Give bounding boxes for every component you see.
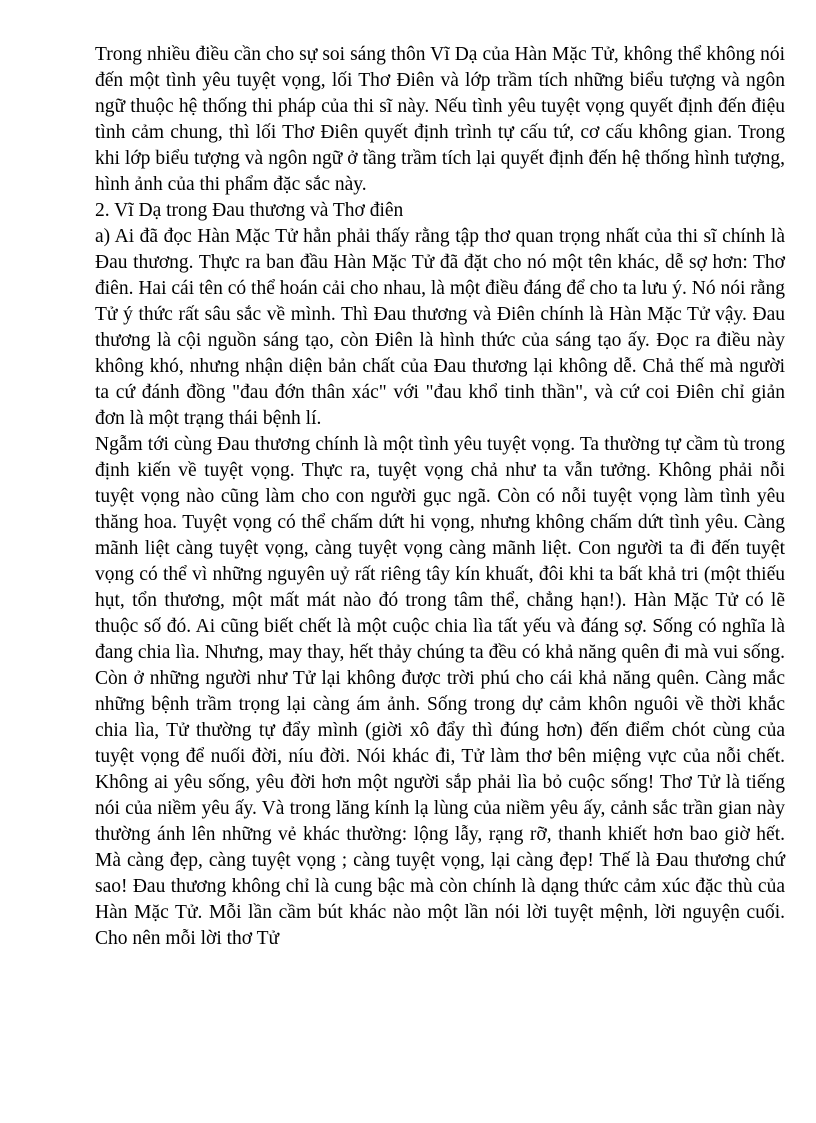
paragraph-despair: Ngẫm tới cùng Đau thương chính là một tình yêu tuyệt vọng. Ta thường tự cầm tù trong định kiến về tuyệt vọng. Thực ra, tuyệt vọng chả như ta vẫn tưởng. Không phải nỗi tuyệt vọng nào cũng làm cho con người gục ngã. Còn có nỗi tuyệt vọng làm tình yêu thăng hoa. Tuyệt vọng có thể chấm dứt hi vọng, nhưng không chấm dứt tình yêu. Càng mãnh liệt càng tuyệt vọng, càng tuyệt vọng càng mãnh liệt. Con người ta đi đến tuyệt vọng có thể vì những nguyên uỷ rất riêng tây kín khuất, đôi khi ta bất khả tri (một thiếu hụt, tổn thương, một mất mát nào đó trong tâm thể, chẳng hạn!). Hàn Mặc Tử có lẽ thuộc số đó. Ai cũng biết chết là một cuộc chia lìa tất yếu và đáng sợ. Sống có nghĩa là đang chia lìa. Nhưng, may thay, hết thảy chúng ta đều có khả năng quên đi mà vui sống. Còn ở những người như Tử lại không được trời phú cho cái khả năng quên. Càng mắc những bệnh trầm trọng lại càng ám ảnh. Sống trong dự cảm khôn nguôi về thời khắc chia lìa, Tử thường tự đẩy mình (giời xô đẩy thì đúng hơn) đến điểm chót cùng của tuyệt vọng để nuối đời, níu đời. Nói khác đi, Tử làm thơ bên miệng vực của nỗi chết. Không ai yêu sống, yêu đời hơn một người sắp phải lìa bỏ cuộc sống! Thơ Tử là tiếng nói của niềm yêu ấy. Và trong lăng kính lạ lùng của niềm yêu ấy, cảnh sắc trần gian này thường ánh lên những vẻ khác thường: lộng lẫy, rạng rỡ, thanh khiết hơn bao giờ hết. Mà càng đẹp, càng tuyệt vọng ; càng tuyệt vọng, lại càng đẹp! Thế là Đau thương chứ sao! Đau thương không chỉ là cung bậc mà còn chính là dạng thức cảm xúc đặc thù của Hàn Mặc Tử. Mỗi lần cầm bút khác nào một lần nói lời tuyệt mệnh, lời nguyện cuối. Cho nên mỗi lời thơ Tử [95, 434, 785, 949]
intro-paragraph: Trong nhiều điều cần cho sự soi sáng thôn Vĩ Dạ của Hàn Mặc Tử, không thể không nói đến một tình yêu tuyệt vọng, lối Thơ Điên và lớp trầm tích những biểu tượng và ngôn ngữ thuộc hệ thống thi pháp của thi sĩ này. Nếu tình yêu tuyệt vọng quyết định đến điệu tình cảm chung, thì lối Thơ Điên quyết định trình tự cấu tứ, cơ cấu không gian. Trong khi lớp biểu tượng và ngôn ngữ ở tầng trầm tích lại quyết định đến hệ thống hình tượng, hình ảnh của thi phẩm đặc sắc này. [95, 44, 785, 195]
paragraph-a: a) Ai đã đọc Hàn Mặc Tử hẳn phải thấy rằng tập thơ quan trọng nhất của thi sĩ chính là Đau thương. Thực ra ban đầu Hàn Mặc Tử đã đặt cho nó một tên khác, dễ sợ hơn: Thơ điên. Hai cái tên có thể hoán cải cho nhau, là một điều đáng để cho ta lưu ý. Nó nói rằng Tử ý thức rất sâu sắc về mình. Thì Đau thương và Điên chính là Hàn Mặc Tử vậy. Đau thương là cội nguồn sáng tạo, còn Điên là hình thức của sáng tạo ấy. Đọc ra điều này không khó, nhưng nhận diện bản chất của Đau thương lại không dễ. Chả thế mà người ta cứ đánh đồng "đau đớn thân xác" với "đau khổ tinh thần", và cứ coi Điên chỉ giản đơn là một trạng thái bệnh lí. [95, 226, 785, 429]
document-page [95, 42, 785, 952]
section-heading: 2. Vĩ Dạ trong Đau thương và Thơ điên [95, 200, 404, 221]
